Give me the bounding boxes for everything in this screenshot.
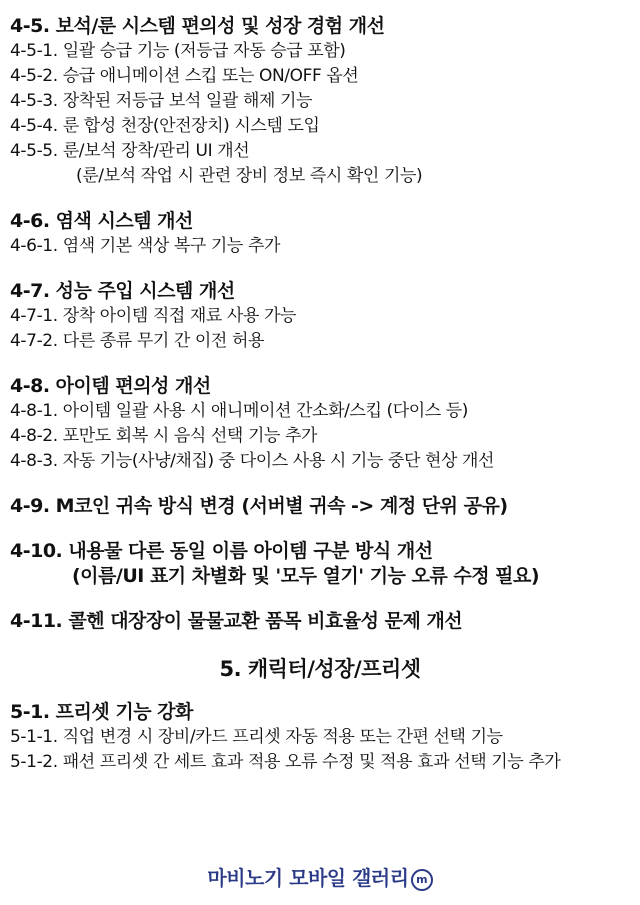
section-heading: 4-7. 성능 주입 시스템 개선 [10, 280, 235, 302]
section-4-6 [10, 209, 630, 259]
section-4-9 [10, 494, 630, 519]
section-4-8 [10, 374, 630, 474]
list-item-note: (룬/보석 작업 시 관련 장비 정보 즉시 확인 기능) [76, 166, 423, 186]
list-item: 5-1-2. 패션 프리셋 간 세트 효과 적용 오류 수정 및 적용 효과 선택 기능 추가 [10, 752, 561, 772]
section-heading: 4-5. 보석/룬 시스템 편의성 및 성장 경험 개선 [10, 15, 385, 37]
section-4-5 [10, 14, 630, 189]
watermark-text: 마비노기 모바일 갤러리 [207, 866, 409, 890]
list-item: 4-7-1. 장착 아이템 직접 재료 사용 가능 [10, 306, 297, 326]
list-item: 4-8-2. 포만도 회복 시 음식 선택 기능 추가 [10, 426, 318, 446]
list-item: 4-5-2. 승급 애니메이션 스킵 또는 ON/OFF 옵션 [10, 66, 359, 86]
section-heading: 4-10. 내용물 다른 동일 이름 아이템 구분 방식 개선 [10, 540, 433, 562]
list-item: 4-7-2. 다른 종류 무기 간 이전 허용 [10, 331, 264, 351]
section-heading: 4-6. 염색 시스템 개선 [10, 210, 193, 232]
section-4-10 [10, 539, 630, 589]
gallery-logo-icon: m [411, 869, 433, 891]
section-heading: 5-1. 프리셋 기능 강화 [10, 701, 193, 723]
chapter-title: 5. 캐릭터/성장/프리셋 [219, 657, 421, 681]
gallery-watermark [0, 862, 640, 891]
list-item: 4-8-1. 아이템 일괄 사용 시 애니메이션 간소화/스킵 (다이스 등) [10, 401, 469, 421]
section-4-7 [10, 279, 630, 354]
list-item: 4-5-4. 룬 합성 천장(안전장치) 시스템 도입 [10, 116, 320, 136]
list-item: 5-1-1. 직업 변경 시 장비/카드 프리셋 자동 적용 또는 간편 선택 기능 [10, 727, 503, 747]
section-heading: 4-9. M코인 귀속 방식 변경 (서버별 귀속 -> 계정 단위 공유) [10, 495, 508, 517]
section-5-1 [10, 700, 630, 775]
section-heading: 4-11. 콜헨 대장장이 물물교환 품목 비효율성 문제 개선 [10, 610, 463, 632]
section-heading: 4-8. 아이템 편의성 개선 [10, 375, 211, 397]
list-item: 4-8-3. 자동 기능(사냥/채집) 중 다이스 사용 시 기능 중단 현상 개선 [10, 451, 495, 471]
list-item: 4-5-1. 일괄 승급 기능 (저등급 자동 승급 포함) [10, 41, 346, 61]
list-item: 4-5-5. 룬/보석 장착/관리 UI 개선 [10, 141, 250, 161]
section-heading-note: (이름/UI 표기 차별화 및 '모두 열기' 기능 오류 수정 필요) [72, 565, 540, 587]
section-4-11 [10, 609, 630, 634]
list-item: 4-6-1. 염색 기본 색상 복구 기능 추가 [10, 236, 281, 256]
list-item: 4-5-3. 장착된 저등급 보석 일괄 해제 기능 [10, 91, 313, 111]
